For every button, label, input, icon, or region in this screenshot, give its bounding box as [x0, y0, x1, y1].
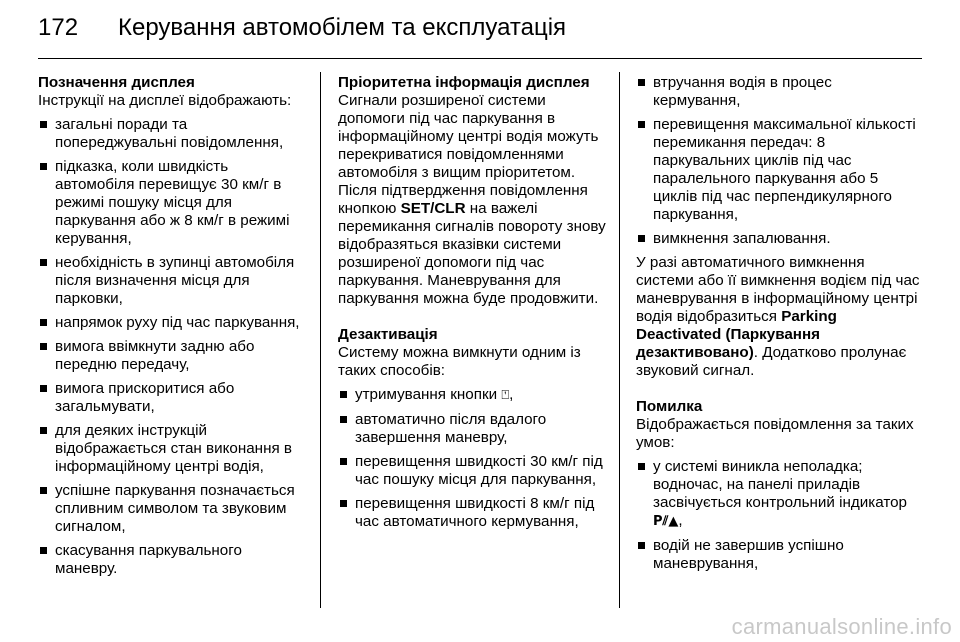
list-item: втручання водія в процес кермування, [636, 74, 922, 110]
list-item: для деяких інструкцій відображається стан виконання в інформаційному центрі водія, [38, 422, 308, 476]
parking-warning-indicator-icon: P⫽▲ [653, 514, 679, 529]
bullet-list [636, 74, 922, 248]
column-3 [636, 74, 922, 573]
list-item: необхідність в зупинці автомобіля після визначення місця для парковки, [38, 254, 308, 308]
list-item: загальні поради та попереджувальні повідомлення, [38, 116, 308, 152]
list-item: вимога ввімкнути задню або передню передачу, [38, 338, 308, 374]
list-item: перевищення максимальної кількості перемикання передач: 8 паркувальних циклів під час паралельного паркування або 5 циклів під час перпендикулярного паркування, [636, 116, 922, 224]
paragraph: Інструкції на дисплеї відображають: [38, 92, 292, 109]
watermark: carmanualsonline.info [731, 614, 952, 639]
page-number: 172 [38, 14, 79, 41]
paragraph: Сигнали розширеної системи допомоги під час паркування в інформаційному центрі водія можуть перекриватися повідомленнями автомобіля з вищим пріоритетом. Після підтвердження повідомлення кнопкою SET/CLR на важелі перемикання сигналів повороту знову відобразяться вказівки системи розширеної допомоги під час паркування. Маневрування для паркування можна буде продовжити. [338, 92, 606, 307]
header-rule [38, 58, 922, 59]
paragraph: Відображається повідомлення за таких умов: [636, 416, 914, 451]
parking-assist-button-icon: ⍞ [501, 388, 510, 403]
list-item: автоматично після вдалого завершення маневру, [338, 411, 606, 447]
column-1 [38, 74, 308, 578]
list-item: підказка, коли швидкість автомобіля перевищує 30 км/г в режимі пошуку місця для паркування або ж 8 км/г в режимі керування, [38, 158, 308, 248]
paragraph: У разі автоматичного вимкнення системи або її вимкнення водієм під час маневрування в інформаційному центрі водія відобразиться Parking Deactivated (Паркування дезактивовано). Додатково пролунає звуковий сигнал. [636, 254, 920, 379]
page-header [38, 14, 922, 54]
paragraph: Систему можна вимкнути одним із таких способів: [338, 344, 581, 379]
section-heading: Пріоритетна інформація дисплея [338, 74, 590, 91]
list-item: перевищення швидкості 30 км/г під час пошуку місця для паркування, [338, 453, 606, 489]
list-item: водій не завершив успішно маневрування, [636, 537, 922, 573]
section-heading: Дезактивація [338, 326, 438, 343]
bullet-list [338, 386, 606, 531]
column-divider [619, 72, 620, 608]
bullet-list [636, 458, 922, 573]
list-item: вимога прискоритися або загальмувати, [38, 380, 308, 416]
list-item: вимкнення запалювання. [636, 230, 922, 248]
list-item: утримування кнопки ⍞, [338, 386, 606, 405]
list-item: успішне паркування позначається спливним символом та звуковим сигналом, [38, 482, 308, 536]
page-title: Керування автомобілем та експлуатація [118, 14, 567, 41]
bullet-list [38, 116, 308, 578]
list-item: перевищення швидкості 8 км/г під час автоматичного кермування, [338, 495, 606, 531]
list-item: у системі виникла неполадка; водночас, на панелі приладів засвічується контрольний індикатор P⫽▲, [636, 458, 922, 531]
list-item: напрямок руху під час паркування, [38, 314, 308, 332]
column-2 [338, 74, 606, 531]
section-heading: Помилка [636, 398, 703, 415]
column-divider [320, 72, 321, 608]
list-item: скасування паркувального маневру. [38, 542, 308, 578]
section-heading: Позначення дисплея [38, 74, 195, 91]
